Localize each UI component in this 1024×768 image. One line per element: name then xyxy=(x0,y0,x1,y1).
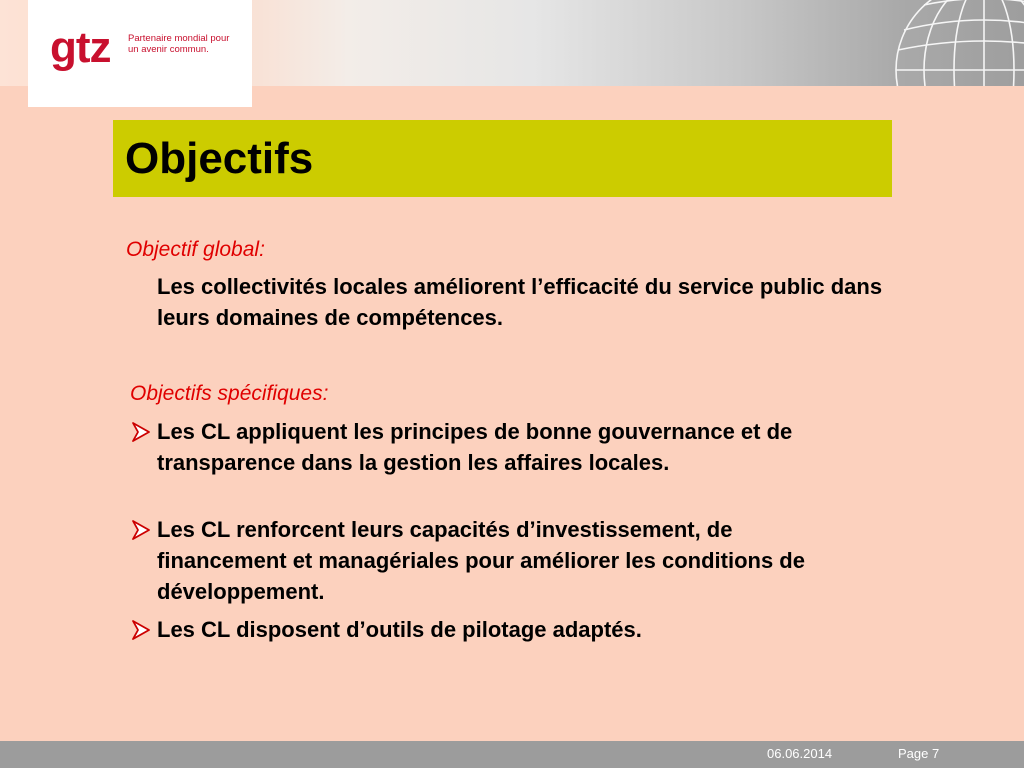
logo-tagline-line1: Partenaire mondial pour xyxy=(128,33,230,44)
arrow-bullet-icon xyxy=(130,619,152,641)
bullet-text: Les CL renforcent leurs capacités d’investissement, de financement et managériales pour améliorer les conditions de développement. xyxy=(157,517,805,604)
global-objective-heading: Objectif global: xyxy=(126,238,265,261)
arrow-bullet-icon xyxy=(130,421,152,443)
title-bar xyxy=(113,120,892,197)
bullet-text: Les CL appliquent les principes de bonne gouvernance et de transparence dans la gestion les affaires locales. xyxy=(157,419,793,475)
logo-tagline-line2: un avenir commun. xyxy=(128,44,209,55)
logo-tagline xyxy=(128,33,248,55)
page-number: Page 7 xyxy=(898,746,940,761)
globe-icon xyxy=(884,0,1024,86)
footer-date: 06.06.2014 xyxy=(767,746,833,761)
arrow-bullet-icon xyxy=(130,519,152,541)
logo-mark: gtz xyxy=(50,23,111,72)
specific-objectives-heading: Objectifs spécifiques: xyxy=(130,382,329,405)
logo xyxy=(28,0,252,107)
footer xyxy=(0,741,1024,768)
global-objective-text: Les collectivités locales améliorent l’efficacité du service public dans leurs domaines de compétences. xyxy=(157,274,883,330)
slide-title: Objectifs xyxy=(125,134,314,183)
bullet-text: Les CL disposent d’outils de pilotage adaptés. xyxy=(157,617,642,642)
